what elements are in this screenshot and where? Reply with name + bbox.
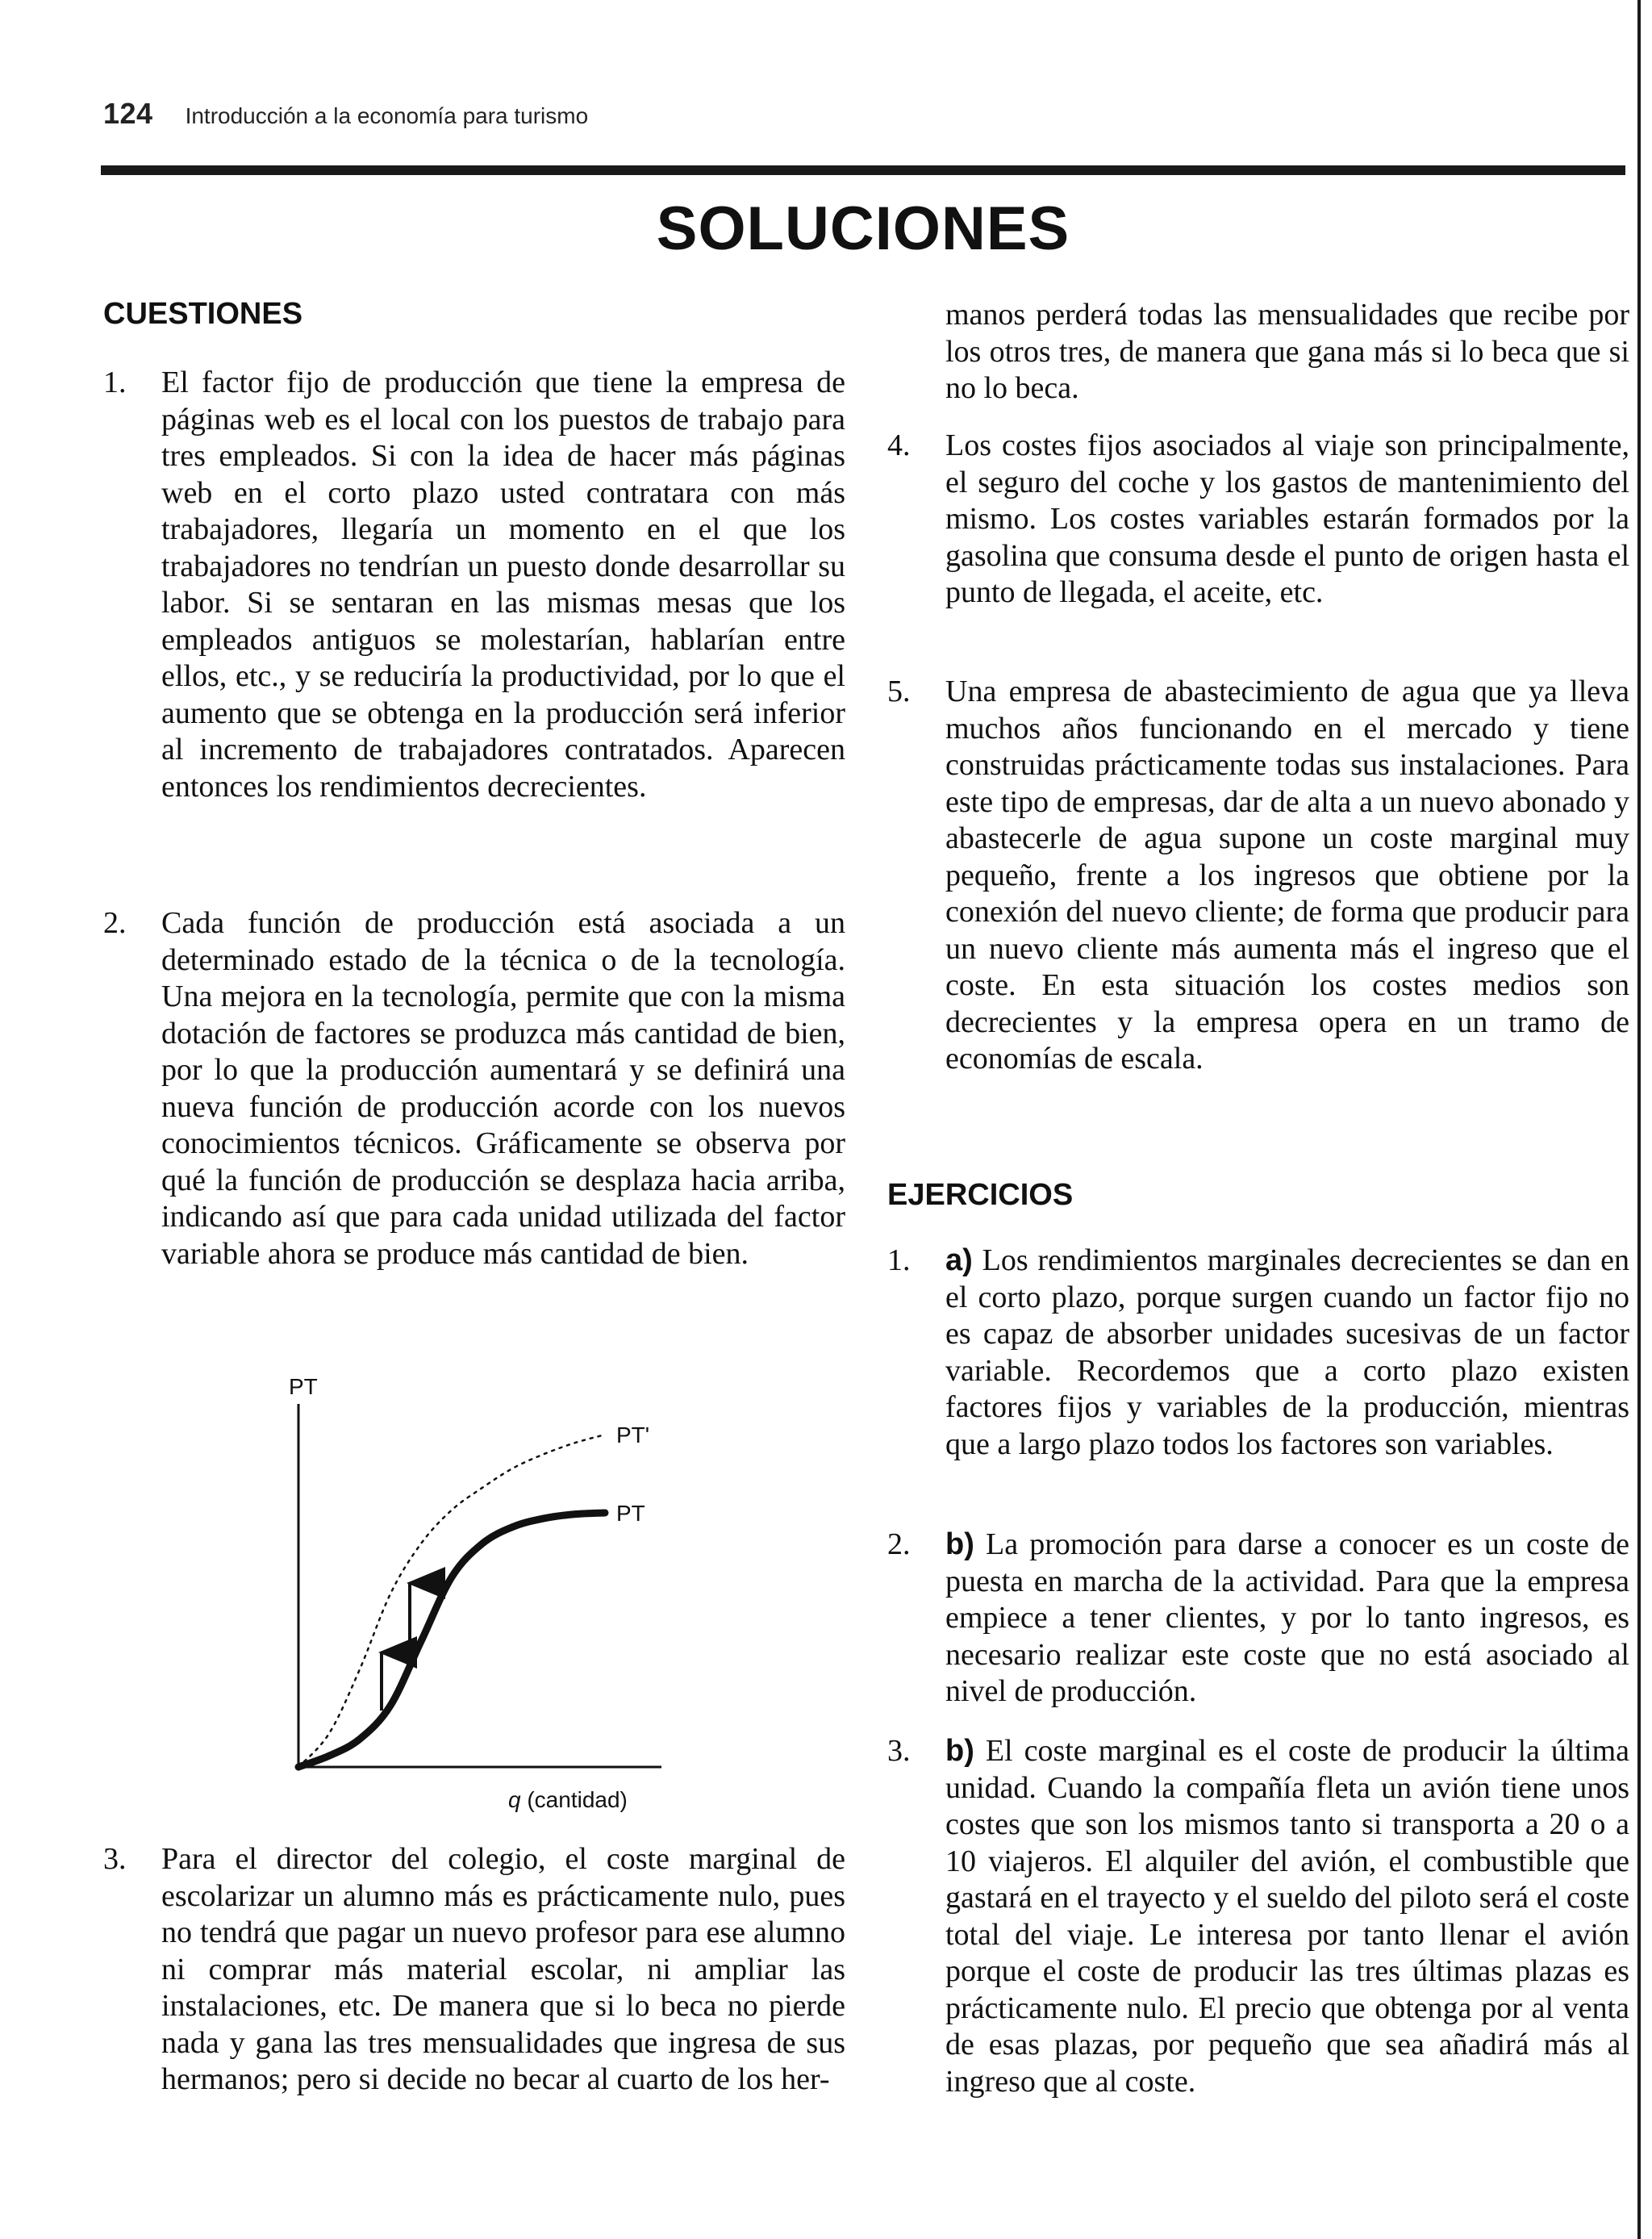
item-text: Los rendimientos marginales decrecientes se dan en el corto plazo, porque surgen cuando un factor fijo no es capaz de absorber unidades sucesivas de un factor variable. Recordemos que a corto plazo existen factores fijos y variables de la producción, mientras que a largo plazo todos los factores son variables. xyxy=(945,1243,1630,1461)
y-axis-label: PT xyxy=(289,1374,318,1399)
item-number: 3. xyxy=(887,1734,911,1768)
page-edge-line xyxy=(1637,0,1641,2239)
list-item xyxy=(103,365,845,805)
production-function-chart xyxy=(274,1372,694,1823)
item-text: Para el director del colegio, el coste marginal de escolarizar un alumno más es prácticamente nulo, pues no tendrá que pagar un nuevo profesor para ese alumno ni comprar más material escolar, ni ampliar las instalaciones, etc. De manera que si lo beca no pierde nada y gana las tres mensualidades que ingresa de sus hermanos; pero si decide no becar al cuarto de los her- xyxy=(161,1842,845,2096)
legend-pt-prime: PT' xyxy=(616,1422,650,1448)
legend-pt: PT xyxy=(616,1501,645,1526)
item-number: 5. xyxy=(887,675,911,708)
list-item xyxy=(103,905,845,1272)
item-number: 2. xyxy=(103,906,127,940)
item-number: 2. xyxy=(887,1527,911,1561)
item-number: 4. xyxy=(887,428,911,462)
item-continuation: manos perderá todas las mensualidades que recibe por los otros tres, de manera que gana más si lo beca que si no lo beca. xyxy=(945,298,1629,405)
list-item xyxy=(103,1841,845,2099)
item-text: El factor fijo de producción que tiene la empresa de páginas web es el local con los puestos de trabajo para tres empleados. Si con la idea de hacer más páginas web en el corto plazo usted contratara con más trabajadores, llegaría un momento en el que los trabajadores no tendrían un puesto donde desarrollar su labor. Si se sentaran en las mismas mesas que los empleados antiguos se molestarían, hablarían entre ellos, etc., y se reduciría la productividad, por lo que el aumento que se obtenga en la producción será inferior al incremento de trabajadores contratados. Aparecen entonces los rendimientos decrecientes. xyxy=(161,366,845,804)
x-axis-label: q (cantidad) xyxy=(508,1787,628,1812)
section-heading-ejercicios: EJERCICIOS xyxy=(887,1178,1074,1212)
item-number: 1. xyxy=(103,366,127,399)
section-heading-cuestiones: CUESTIONES xyxy=(103,297,303,331)
item-number: 1. xyxy=(887,1243,911,1277)
chart-svg xyxy=(274,1372,694,1823)
item-text: Cada función de producción está asociada a un determinado estado de la técnica o de la tecnología. Una mejora en la tecnología, permite que con la misma dotación de factores se produzca más cantidad de bien, por lo que la producción aumentará y se definirá una nueva función de producción acorde con los nuevos conocimientos técnicos. Gráficamente se observa por qué la función de producción se desplaza hacia arriba, indicando así que para cada unidad utilizada del factor variable ahora se produce más cantidad de bien. xyxy=(161,906,845,1271)
list-item xyxy=(887,1527,1629,1711)
item-number: 3. xyxy=(103,1842,127,1876)
list-item xyxy=(887,674,1629,1078)
item-text: La promoción para darse a conocer es un coste de puesta en marcha de la actividad. Para que la empresa empiece a tener clientes, y por lo tanto ingresos, es necesario realizar este coste que no está asociado al nivel de producción. xyxy=(945,1527,1630,1708)
running-title: Introducción a la economía para turismo xyxy=(185,103,589,128)
running-head xyxy=(103,97,588,131)
answer-option: a) xyxy=(945,1243,973,1277)
item-text: El coste marginal es el coste de producir la última unidad. Cuando la compañía fleta un avión tiene unos costes que son los mismos tanto si transporta a 20 o a 10 viajeros. El alquiler del avión, el combustible que gastará en el trayecto y el sueldo del piloto será el coste total del viaje. Le interesa por tanto llenar el avión porque el coste de producir las tres últimas plazas es prácticamente nulo. El precio que obtenga por al venta de esas plazas, por pequeño que sea añadirá más al ingreso que al coste. xyxy=(945,1734,1630,2099)
series-line-pt xyxy=(298,1513,605,1767)
answer-option: b) xyxy=(945,1734,974,1768)
list-item xyxy=(887,428,1629,612)
page-title: SOLUCIONES xyxy=(656,194,1070,263)
page-number: 124 xyxy=(103,97,153,130)
list-item xyxy=(887,1733,1629,2100)
answer-option: b) xyxy=(945,1527,974,1561)
item-text: Una empresa de abastecimiento de agua que ya lleva muchos años funcionando en el mercado y tiene construidas prácticamente todas sus instalaciones. Para este tipo de empresas, dar de alta a un nuevo abonado y abastecerle de agua supone un coste marginal muy pequeño, frente a los ingresos que obtiene por la conexión del nuevo cliente; de forma que producir para un nuevo cliente más aumenta más el ingreso que el coste. En esta situación los costes medios son decrecientes y la empresa opera en un tramo de economías de escala. xyxy=(945,675,1629,1076)
list-item xyxy=(887,1243,1629,1463)
item-text: Los costes fijos asociados al viaje son principalmente, el seguro del coche y los gastos de mantenimiento del mismo. Los costes variables estarán formados por la gasolina que consuma desde el punto de origen hasta el punto de llegada, el aceite, etc. xyxy=(945,428,1629,609)
header-rule xyxy=(101,165,1625,175)
series-line-pt-prime xyxy=(298,1435,605,1767)
